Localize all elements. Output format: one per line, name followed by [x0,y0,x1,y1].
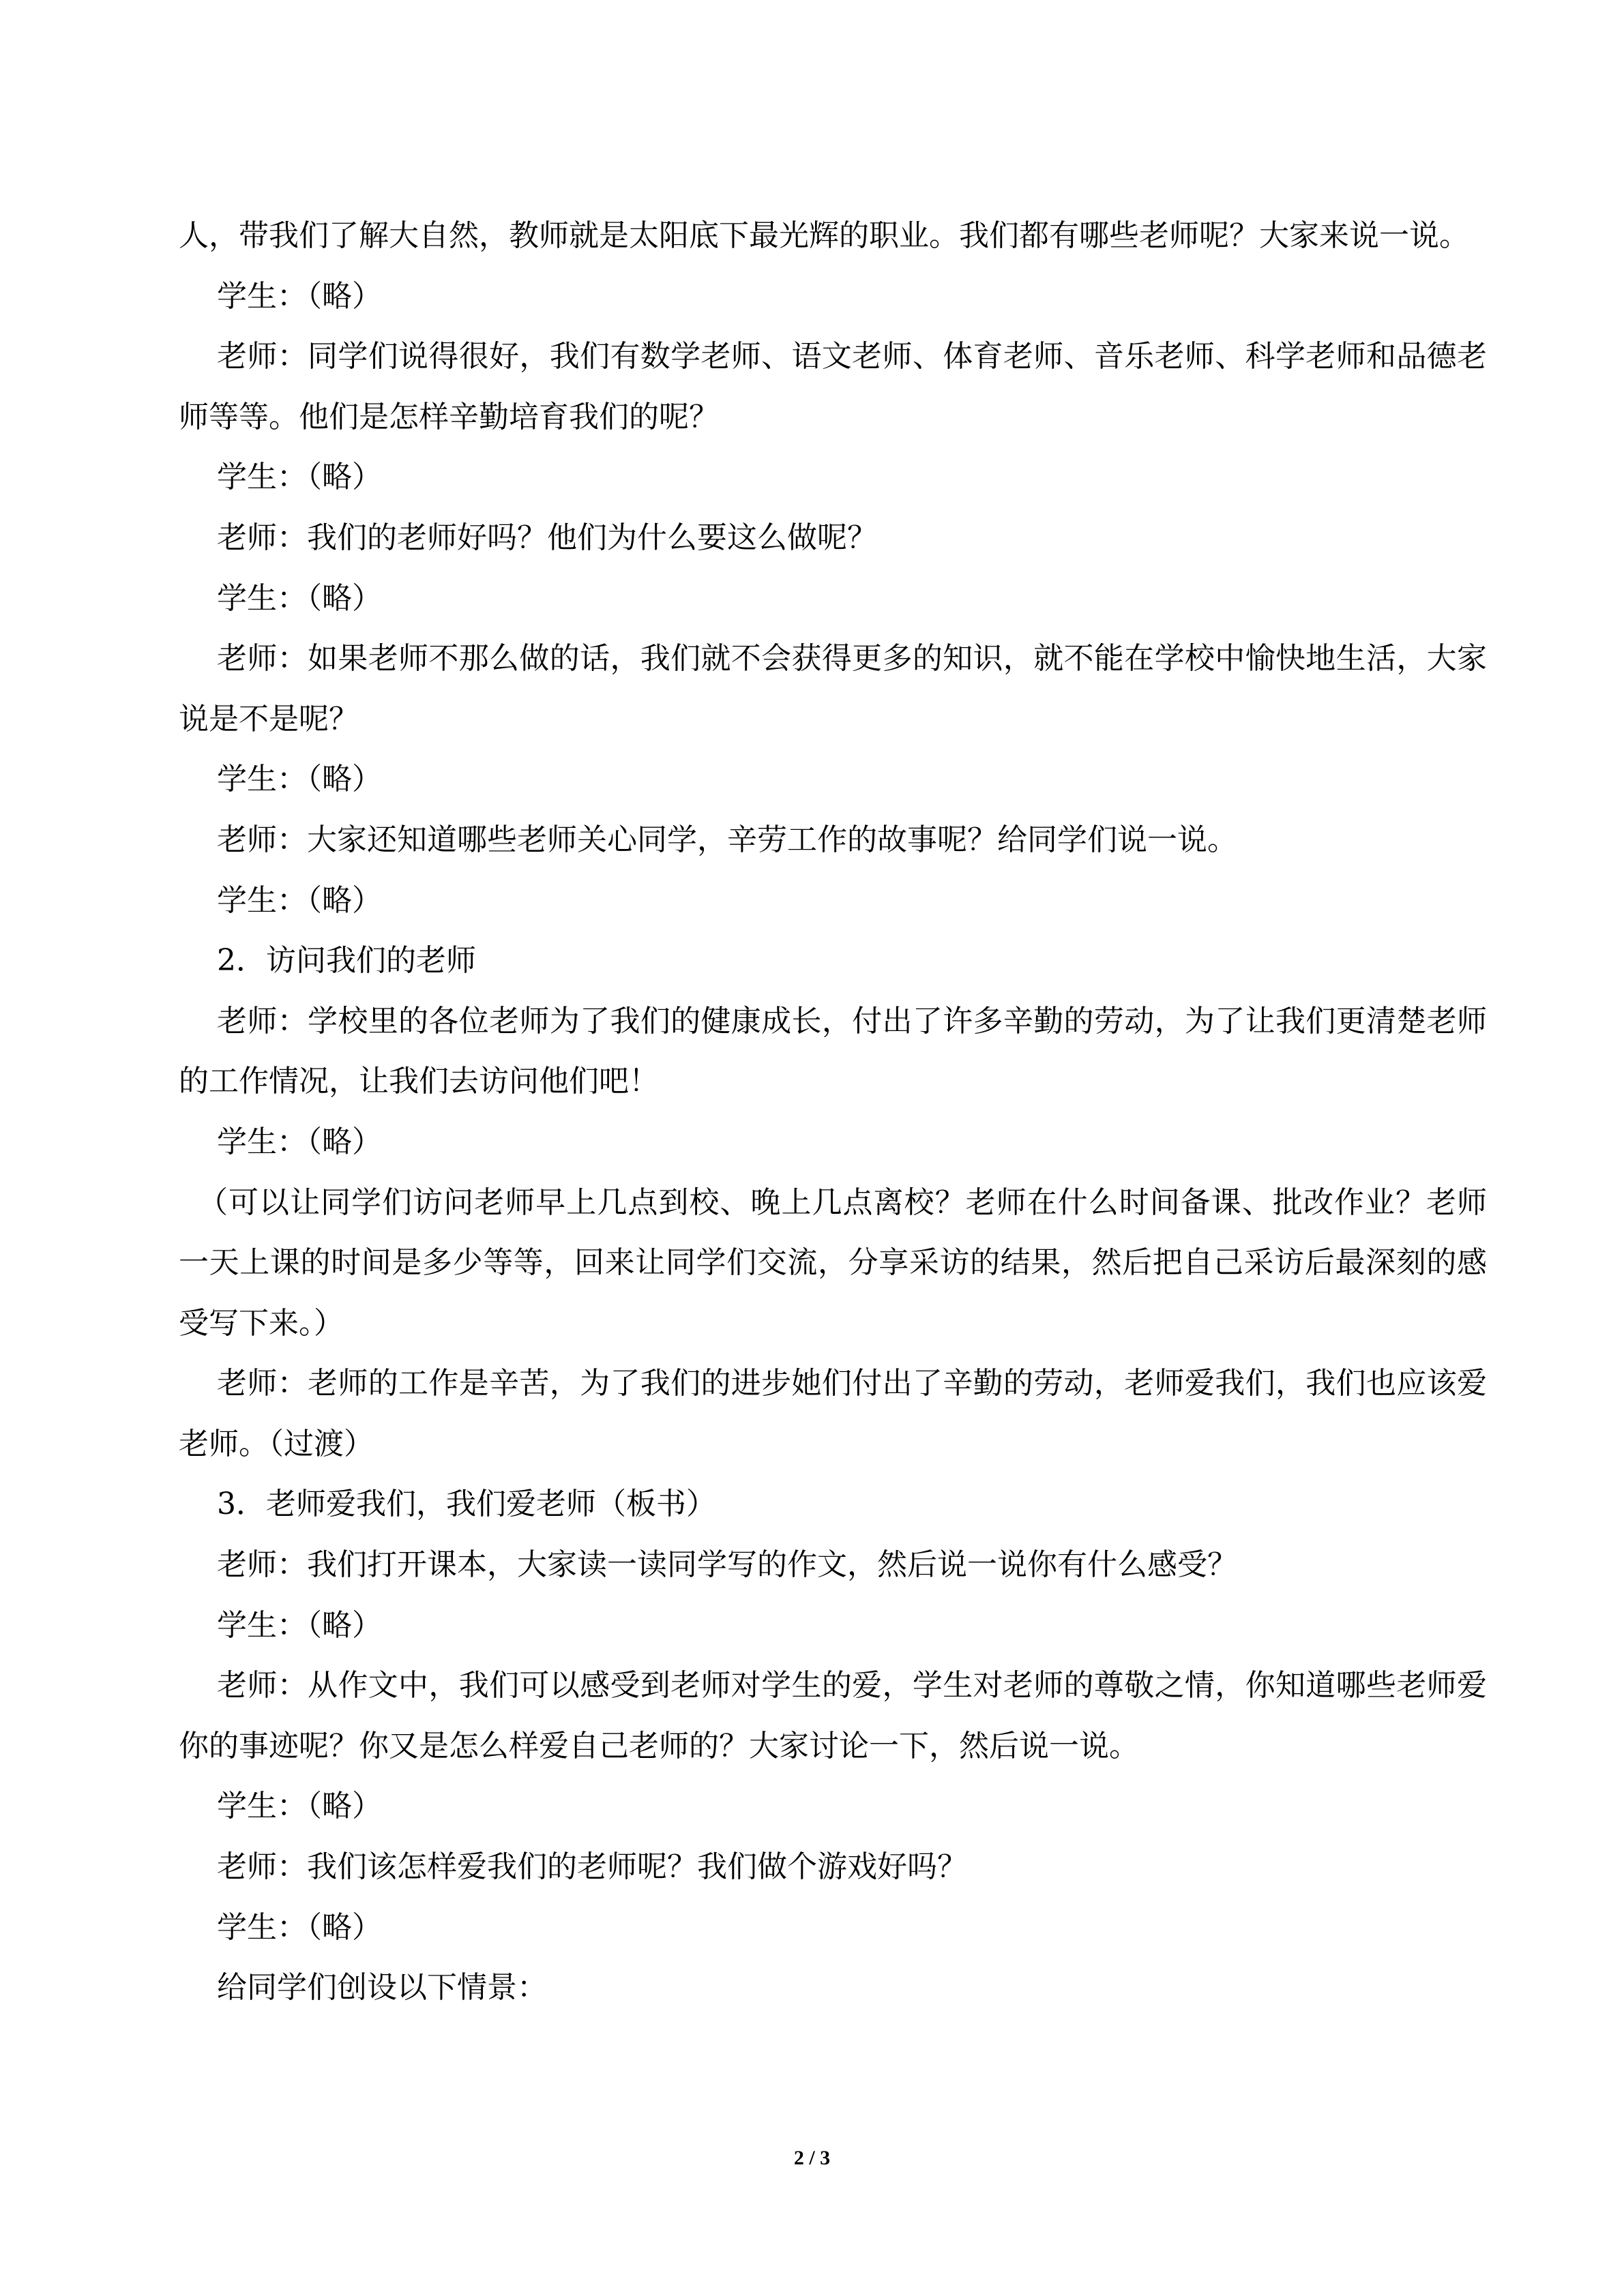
teacher-line: 老师：老师的工作是辛苦，为了我们的进步她们付出了辛勤的劳动，老师爱我们，我们也应该爱老师。（过渡） [179,1366,1487,1461]
teacher-line: 老师：从作文中，我们可以感受到老师对学生的爱，学生对老师的尊敬之情，你知道哪些老师爱你的事迹呢？你又是怎么样爱自己老师的？大家讨论一下，然后说一说。 [179,1668,1487,1763]
paragraph-continuation: 人，带我们了解大自然，教师就是太阳底下最光辉的职业。我们都有哪些老师呢？大家来说一说。 [179,218,1469,253]
student-response: 学生：（略） [217,882,382,918]
scenario-intro: 给同学们创设以下情景： [217,1970,547,2006]
student-response: 学生：（略） [217,580,382,616]
teacher-line: 老师：我们的老师好吗？他们为什么要这么做呢？ [217,520,877,555]
student-response: 学生：（略） [217,1909,382,1945]
activity-note: （可以让同学们访问老师早上几点到校、晚上几点离校？老师在什么时间备课、批改作业？老师一天上课的时间是多少等等，回来让同学们交流，分享采访的结果，然后把自己采访后最深刻的感受写下来。） [179,1184,1487,1341]
teacher-line: 老师：我们该怎样爱我们的老师呢？我们做个游戏好吗？ [217,1849,967,1885]
teacher-line: 老师：我们打开课本，大家读一读同学写的作文，然后说一说你有什么感受？ [217,1547,1237,1583]
teacher-line: 老师：同学们说得很好，我们有数学老师、语文老师、体育老师、音乐老师、科学老师和品德老师等等。他们是怎样辛勤培育我们的呢？ [179,339,1487,434]
teacher-line: 老师：如果老师不那么做的话，我们就不会获得更多的知识，就不能在学校中愉快地生活，大家说是不是呢？ [179,641,1487,736]
student-response: 学生：（略） [217,278,382,314]
student-response: 学生：（略） [217,1124,382,1159]
page-number: 2 / 3 [793,2147,831,2169]
student-response: 学生：（略） [217,1607,382,1643]
section-heading: 3．老师爱我们，我们爱老师（板书） [217,1487,716,1522]
student-response: 学生：（略） [217,1789,382,1824]
teacher-line: 老师：学校里的各位老师为了我们的健康成长，付出了许多辛勤的劳动，为了让我们更清楚老师的工作情况，让我们去访问他们吧！ [179,1003,1487,1099]
teacher-line: 老师：大家还知道哪些老师关心同学，辛劳工作的故事呢？给同学们说一说。 [217,822,1237,857]
section-heading: 2．访问我们的老师 [217,943,476,979]
student-response: 学生：（略） [217,762,382,797]
document-body [179,206,1487,2018]
student-response: 学生：（略） [217,460,382,495]
